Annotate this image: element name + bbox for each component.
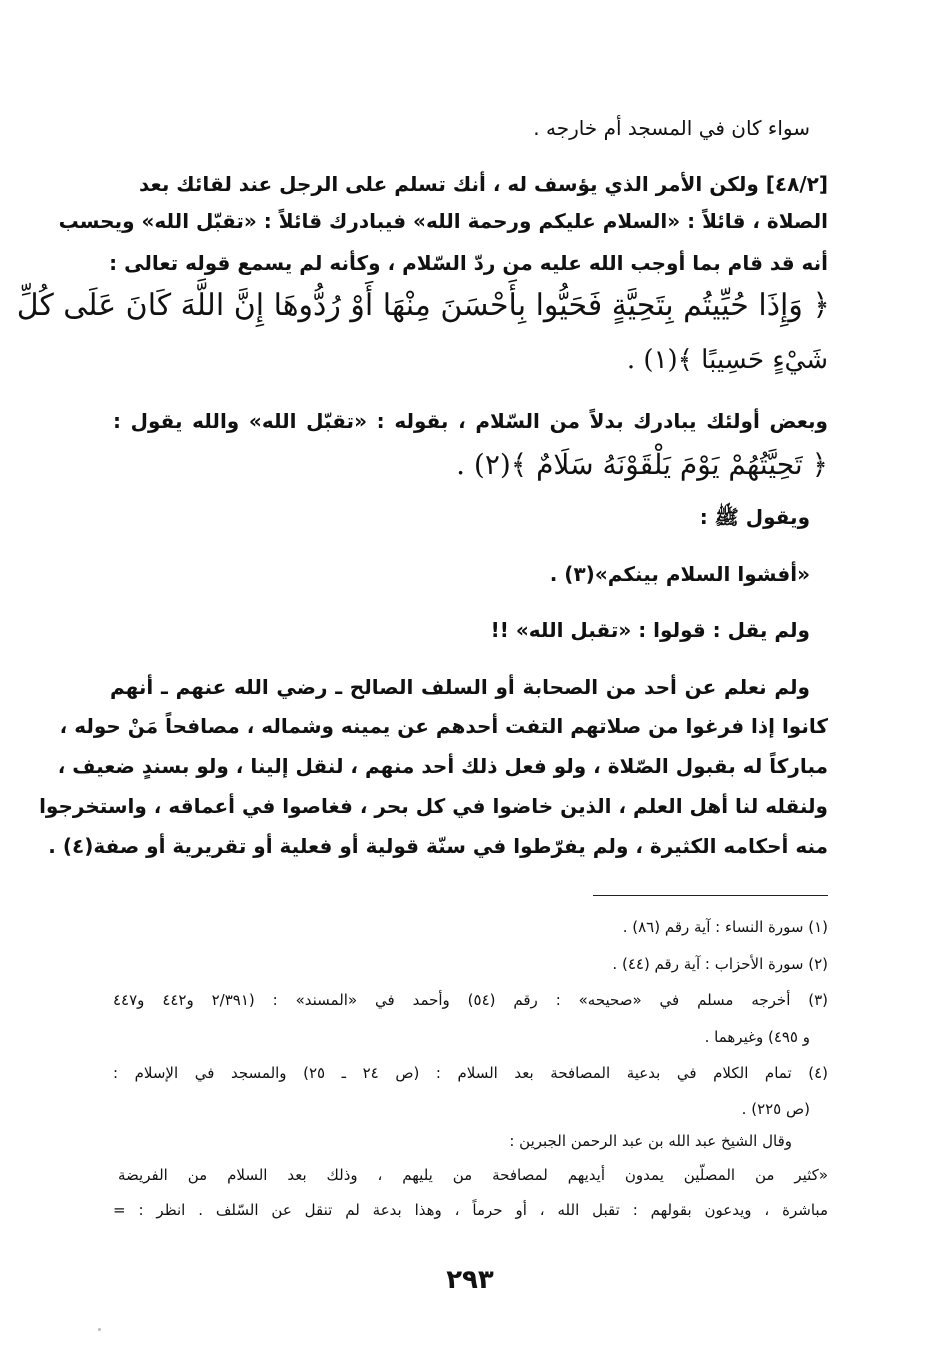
footnote-3-line-1: (٣) أخرجه مسلم في «صحيحه» : رقم (٥٤) وأحمد في «المسند» : (٢/٣٩١ و٤٤٢ و٤٤٧ xyxy=(113,991,829,1009)
body-line-6: ويقول ﷺ : xyxy=(699,505,810,529)
body-line-8: ولم يقل : قولوا : «تقبل الله» !! xyxy=(490,618,810,642)
body-line-11: مباركاً له بقبول الصّلاة ، ولو فعل ذلك أحد منهم ، لنقل إلينا ، ولو بسندٍ ضعيف ، xyxy=(57,754,828,778)
body-line-13: منه أحكامه الكثيرة ، ولم يفرّطوا في سنّة قولية أو فعلية أو تقريرية أو صفة(٤) . xyxy=(48,834,828,858)
quran-verse-1b: شَيْءٍ حَسِيبًا ﴾(١) . xyxy=(626,345,828,375)
scan-speck xyxy=(98,1328,101,1331)
body-line-3: الصلاة ، قائلاً : «السلام عليكم ورحمة الله» فيبادرك قائلاً : «تقبّل الله» ويحسب xyxy=(58,209,828,233)
body-line-9: ولم نعلم عن أحد من الصحابة أو السلف الصالح ـ رضي الله عنهم ـ أنهم xyxy=(110,675,810,699)
body-line-12: ولنقله لنا أهل العلم ، الذين خاضوا في كل بحر ، فغاصوا في أعماقه ، واستخرجوا xyxy=(39,794,828,818)
footnote-4-line-4: «كثير من المصلّين يمدون أيديهم لمصافحة من يليهم ، وذلك بعد السلام من الفريضة xyxy=(118,1166,828,1184)
body-line-2: [٤٨/٢] ولكن الأمر الذي يؤسف له ، أنك تسلم على الرجل عند لقائك بعد xyxy=(138,172,828,196)
hadith-quote: «أفشوا السلام بينكم»(٣) . xyxy=(549,562,810,586)
body-line-5: وبعض أولئك يبادرك بدلاً من السّلام ، بقوله : «تقبّل الله» والله يقول : xyxy=(113,409,828,433)
page-number: ٢٩٣ xyxy=(446,1265,494,1295)
quran-verse-2: ﴿ تَحِيَّتُهُمْ يَوْمَ يَلْقَوْنَهُ سَلَامٌ ﴾(٢) . xyxy=(456,448,828,481)
body-line-4: أنه قد قام بما أوجب الله عليه من ردّ السّلام ، وكأنه لم يسمع قوله تعالى : xyxy=(109,251,828,275)
footnote-1: (١) سورة النساء : آية رقم (٨٦) . xyxy=(622,918,828,936)
footnote-separator xyxy=(593,895,828,896)
footnote-4-line-1: (٤) تمام الكلام في بدعية المصافحة بعد السلام : (ص ٢٤ ـ ٢٥) والمسجد في الإسلام : xyxy=(113,1064,828,1082)
footnote-4-line-5: مباشرة ، ويدعون بقولهم : تقبل الله ، أو حرماً ، وهذا بدعة لم تنقل عن السّلف . انظر : = xyxy=(113,1201,828,1219)
footnote-2: (٢) سورة الأحزاب : آية رقم (٤٤) . xyxy=(612,955,828,973)
footnote-4-line-3: وقال الشيخ عبد الله بن عبد الرحمن الجبرين : xyxy=(509,1132,792,1150)
quran-verse-1a: ﴿ وَإِذَا حُيِّيتُم بِتَحِيَّةٍ فَحَيُّوا بِأَحْسَنَ مِنْهَا أَوْ رُدُّوهَا إِنَّ اللَّهَ كَانَ عَلَى كُلِّ xyxy=(16,288,830,323)
body-line-10: كانوا إذا فرغوا من صلاتهم التفت أحدهم عن يمينه وشماله ، مصافحاً مَنْ حوله ، xyxy=(59,714,828,738)
footnote-3-line-2: و ٤٩٥) وغيرهما . xyxy=(704,1028,810,1046)
footnote-4-line-2: (ص ٢٢٥) . xyxy=(741,1100,810,1118)
body-line-1: سواء كان في المسجد أم خارجه . xyxy=(533,116,810,140)
